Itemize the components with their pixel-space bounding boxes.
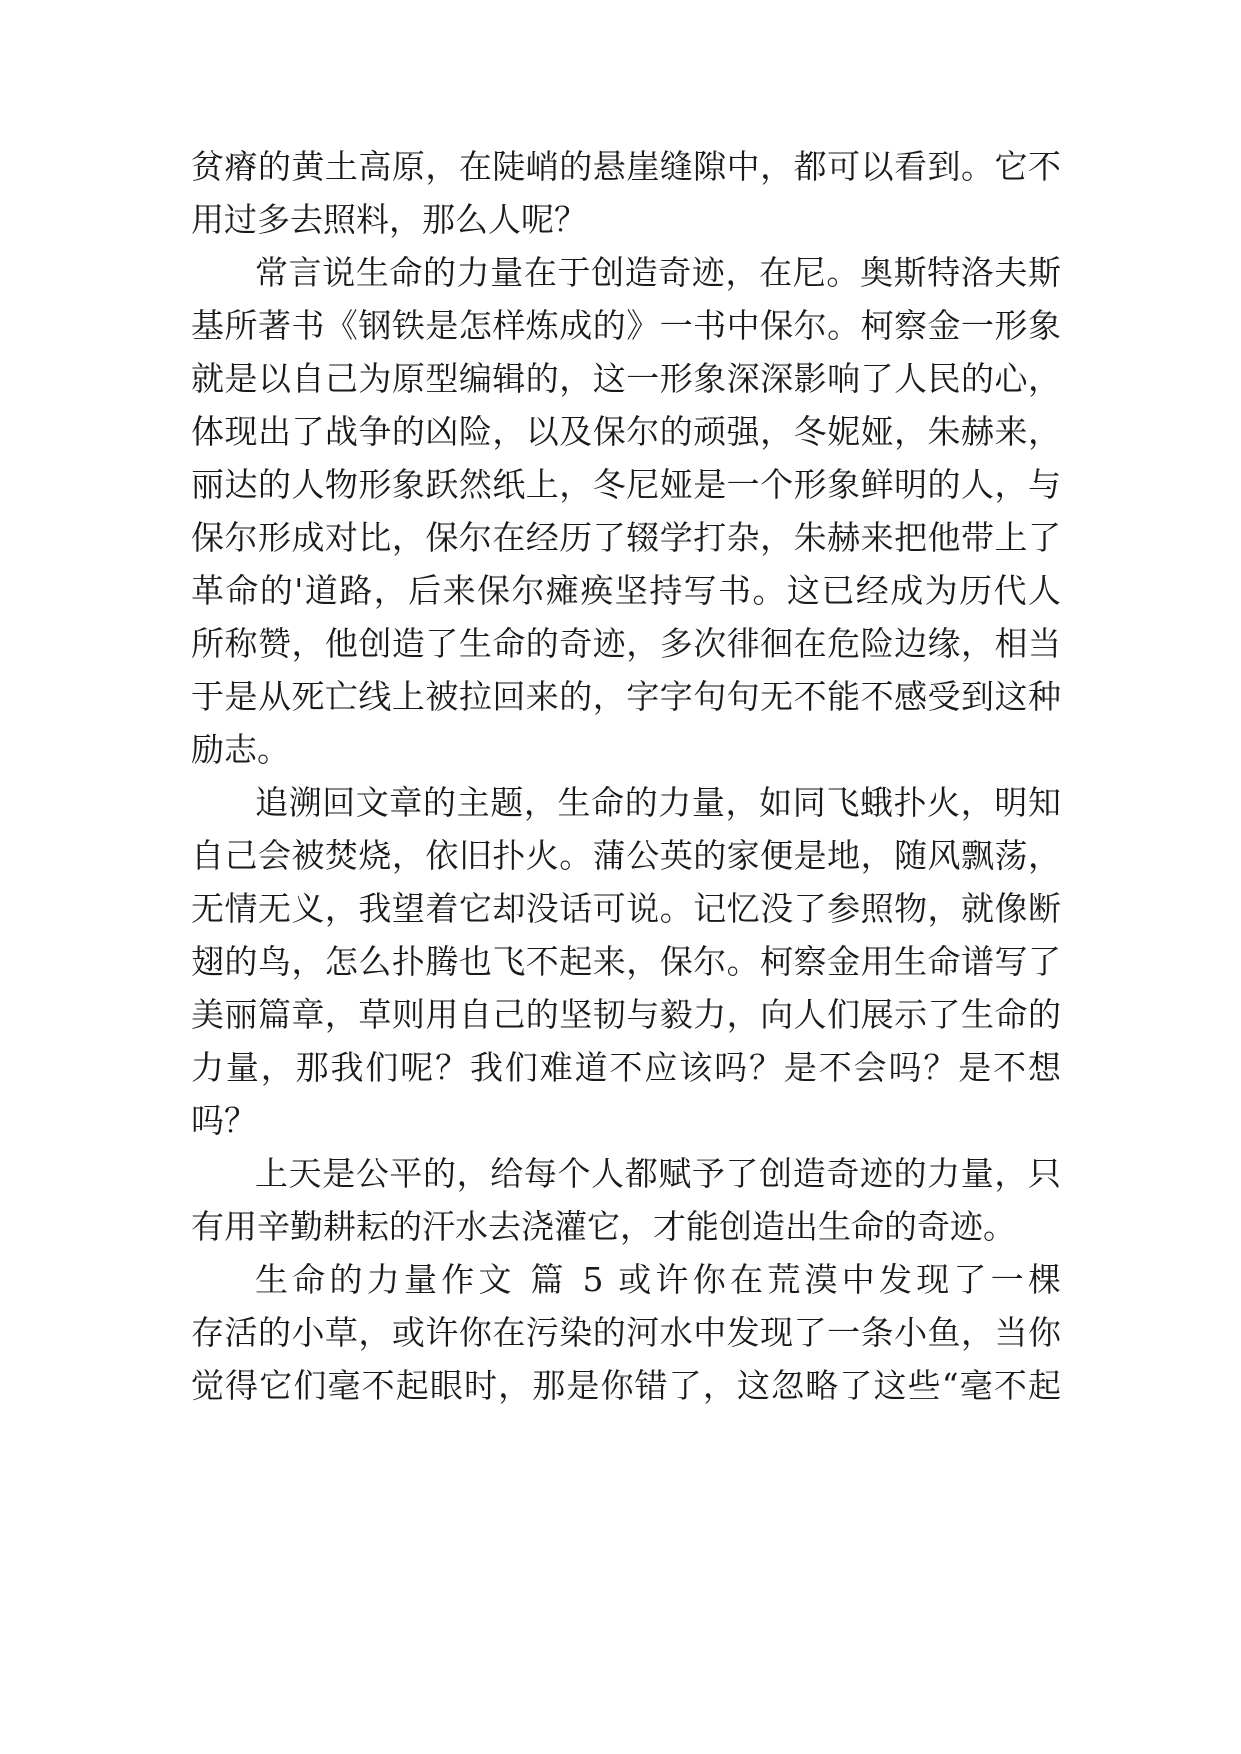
text-line: 就是以自己为原型编辑的，这一形象深深影响了人民的心， bbox=[191, 359, 1061, 398]
text-line: 有用辛勤耕耘的汗水去浇灌它，才能创造出生命的奇迹。 bbox=[191, 1207, 1016, 1246]
text-line: 用过多去照料，那么人呢？ bbox=[191, 200, 587, 239]
text-line: 力量，那我们呢？我们难道不应该吗？是不会吗？是不想 bbox=[191, 1048, 1061, 1087]
text-line: 于是从死亡线上被拉回来的，字字句句无不能不感受到这种 bbox=[191, 677, 1061, 716]
text-line: 翅的鸟，怎么扑腾也飞不起来，保尔。柯察金用生命谱写了 bbox=[191, 942, 1061, 981]
text-line: 追溯回文章的主题，生命的力量，如同飞蛾扑火，明知 bbox=[255, 783, 1061, 822]
text-line: 美丽篇章，草则用自己的坚韧与毅力，向人们展示了生命的 bbox=[191, 995, 1061, 1034]
text-line: 常言说生命的力量在于创造奇迹，在尼。奥斯特洛夫斯 bbox=[255, 253, 1061, 292]
text-line: 体现出了战争的凶险，以及保尔的顽强，冬妮娅，朱赫来， bbox=[191, 412, 1061, 451]
text-line: 上天是公平的，给每个人都赋予了创造奇迹的力量，只 bbox=[255, 1154, 1061, 1193]
text-line: 吗？ bbox=[191, 1101, 257, 1140]
text-line: 基所著书《钢铁是怎样炼成的》一书中保尔。柯察金一形象 bbox=[191, 306, 1061, 345]
text-line: 励志。 bbox=[191, 730, 290, 769]
text-line: 贫瘠的黄土高原，在陡峭的悬崖缝隙中，都可以看到。它不 bbox=[191, 147, 1061, 186]
text-line: 革命的'道路，后来保尔瘫痪坚持写书。这已经成为历代人 bbox=[191, 571, 1061, 610]
text-line: 所称赞，他创造了生命的奇迹，多次徘徊在危险边缘，相当 bbox=[191, 624, 1061, 663]
text-line: 自己会被焚烧，依旧扑火。蒲公英的家便是地，随风飘荡， bbox=[191, 836, 1061, 875]
text-line: 无情无义，我望着它却没话可说。记忆没了参照物，就像断 bbox=[191, 889, 1061, 928]
text-line: 觉得它们毫不起眼时，那是你错了，这忽略了这些“毫不起 bbox=[191, 1366, 1061, 1405]
text-line: 存活的小草，或许你在污染的河水中发现了一条小鱼，当你 bbox=[191, 1313, 1061, 1352]
text-line: 保尔形成对比，保尔在经历了辍学打杂，朱赫来把他带上了 bbox=[191, 518, 1061, 557]
text-line: 生命的力量作文 篇 5 或许你在荒漠中发现了一棵 bbox=[255, 1260, 1061, 1299]
text-line: 丽达的人物形象跃然纸上，冬尼娅是一个形象鲜明的人，与 bbox=[191, 465, 1061, 504]
